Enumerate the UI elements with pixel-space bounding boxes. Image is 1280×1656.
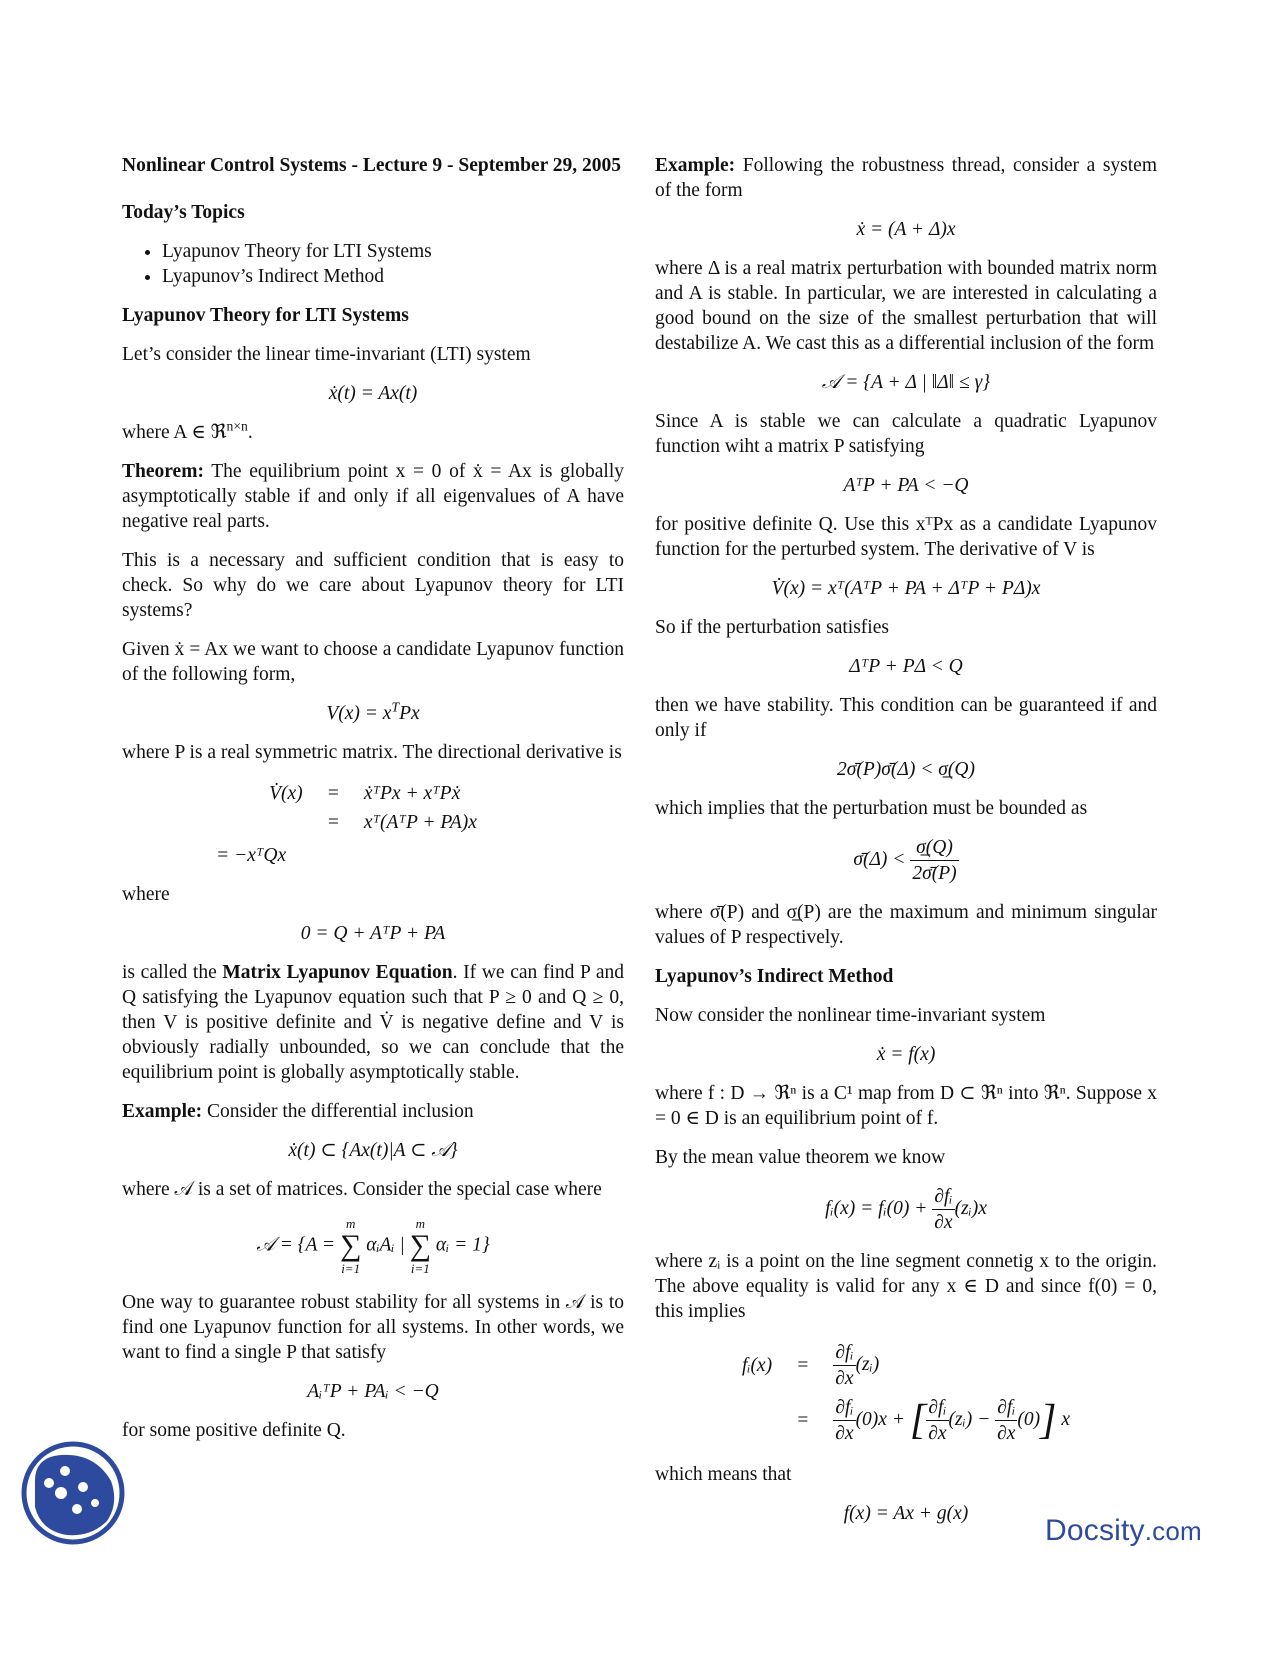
- summation: m ∑ i=1: [339, 1216, 362, 1276]
- equation: AᵢᵀP + PAᵢ < −Q: [307, 1381, 439, 1402]
- equation-array-tail: = −xᵀQx: [216, 845, 287, 866]
- example: Example: Consider the differential inclusion: [122, 1101, 474, 1122]
- right-column: [655, 153, 1157, 1540]
- list-item: • Lyapunov’s Indirect Method: [162, 264, 624, 289]
- paragraph: Given ẋ = Ax we want to choose a candidate Lyapunov function of the following form,: [122, 639, 624, 685]
- paragraph: This is a necessary and sufficient condition that is easy to check. So why do we care about Lyapunov theory for LTI systems?: [122, 550, 624, 621]
- fraction: $\frac{\text{∂fᵢ}}{\partial x}$: [835, 1342, 854, 1389]
- example-label: Example:: [655, 155, 736, 176]
- equation: $V(x) = x^TPx$: [326, 699, 420, 724]
- theorem-label: Theorem:: [122, 461, 204, 482]
- paragraph: where P is a real symmetric matrix. The directional derivative is: [122, 742, 622, 763]
- paragraph: which implies that the perturbation must be bounded as: [655, 798, 1088, 819]
- paragraph: for some positive definite Q.: [122, 1420, 346, 1441]
- topics-heading: Today’s Topics: [122, 202, 245, 223]
- topics-list: [122, 239, 624, 289]
- docsity-logo-icon: [21, 1441, 125, 1545]
- equation: AᵀP + PA < −Q: [843, 475, 969, 496]
- section-heading-indirect: Lyapunov’s Indirect Method: [655, 966, 894, 987]
- equation: ẋ(t) ⊂ {Ax(t)|A ⊂ 𝒜}: [288, 1140, 458, 1161]
- equation: ẋ(t) = Ax(t): [328, 383, 418, 404]
- left-column: [122, 153, 624, 1457]
- equation: 𝒜 = {A + Δ | ‖Δ‖ ≤ γ}: [821, 372, 991, 393]
- theorem: Theorem: The equilibrium point x = 0 of ẋ = Ax is globally asymptotically stable if and only if all eigenvalues of A have negative real parts.: [122, 461, 624, 532]
- summation: m ∑ i=1: [409, 1216, 432, 1276]
- paragraph: where zᵢ is a point on the line segment connetig x to the origin. The above equality is valid for any x ∈ D and since f(0) = 0, this implies: [655, 1251, 1157, 1322]
- paragraph: which means that: [655, 1464, 792, 1485]
- equation: f(x) = Ax + g(x): [843, 1503, 969, 1524]
- paragraph: One way to guarantee robust stability for all systems in 𝒜 is to find one Lyapunov function for all systems. In other words, we want to find a single P that satisfy: [122, 1292, 624, 1363]
- equation-array: V̇(x) = ẋᵀPx + xᵀPẋ = xᵀ(AᵀP + PA)x: [269, 783, 477, 833]
- paragraph: where f : D → ℜⁿ is a C¹ map from D ⊂ ℜⁿ into ℜⁿ. Suppose x = 0 ∈ D is an equilibrium point of f.: [655, 1083, 1157, 1129]
- example: Example: Following the robustness thread, consider a system of the form: [655, 155, 1157, 201]
- fraction: $\frac{\text{∂fᵢ}}{\partial x}$: [835, 1397, 854, 1444]
- equation: V̇(x) = xᵀ(AᵀP + PA + ΔᵀP + PΔ)x: [771, 578, 1041, 599]
- paragraph: where: [122, 884, 170, 905]
- paragraph: Now consider the nonlinear time-invariant system: [655, 1005, 1046, 1026]
- equation-mean-value: fᵢ(x) = fᵢ(0) + $\frac{\text{∂fᵢ}}{\partial x}$ (zᵢ)x: [825, 1186, 987, 1233]
- fraction: $\frac{\text{∂fᵢ}}{\partial x}$: [997, 1397, 1016, 1444]
- equation: ẋ = (A + Δ)x: [856, 219, 956, 240]
- list-item: • Lyapunov Theory for LTI Systems: [162, 239, 624, 264]
- paragraph: Let’s consider the linear time-invariant (LTI) system: [122, 344, 531, 365]
- example-label: Example:: [122, 1101, 203, 1122]
- docsity-brand[interactable]: Docsity.com: [1045, 1514, 1202, 1547]
- fraction: $\frac{\text{∂fᵢ}}{\partial x}$: [928, 1397, 947, 1444]
- lecture-title: Nonlinear Control Systems - Lecture 9 - September 29, 2005: [122, 155, 622, 176]
- paragraph: where Δ is a real matrix perturbation with bounded matrix norm and A is stable. In particular, we are interested in calculating a good bound on the size of the smallest perturbation that will destabilize A. We cast this as a differential inclusion of the form: [655, 258, 1157, 354]
- equation: 2σ̄(P)σ̄(Δ) < σ̲(Q): [837, 759, 975, 780]
- equation: ΔᵀP + PΔ < Q: [849, 656, 963, 677]
- section-heading-lti: Lyapunov Theory for LTI Systems: [122, 305, 409, 326]
- paragraph: where σ̄(P) and σ̲(P) are the maximum and minimum singular values of P respectively.: [655, 902, 1157, 948]
- paragraph: So if the perturbation satisfies: [655, 617, 889, 638]
- paragraph: where 𝒜 is a set of matrices. Consider the special case where: [122, 1179, 602, 1200]
- paragraph: is called the Matrix Lyapunov Equation. If we can find P and Q satisfying the Lyapunov equation such that P ≥ 0 and Q ≥ 0, then V is positive definite and V̇ is negative define and V is obviously radially unbounded, so we can conclude that the equilibrium point is globally asymptotically stable.: [122, 962, 624, 1083]
- paragraph: then we have stability. This condition can be guaranteed if and only if: [655, 695, 1157, 741]
- fraction: $\frac{\text{∂fᵢ}}{\partial x}$: [934, 1186, 953, 1233]
- equation-fraction: σ̄(Δ) < $\frac{\sigma̲(Q)}{2\sigmā(P)}$: [853, 837, 957, 884]
- matrix-lyapunov-term: Matrix Lyapunov Equation: [222, 962, 453, 983]
- equation-array: fᵢ(x) = $\frac{\text{∂fᵢ}}{\partial x}$ (zᵢ) = $\frac{\text{∂fᵢ}}{\partial x}$ (0)x + [ $\frac{\text{∂fᵢ}}{\partial x}$ (zᵢ) − $\frac{\text{∂fᵢ}}{\partial x}$ (0)] x: [741, 1342, 1071, 1444]
- paragraph: for positive definite Q. Use this xᵀPx as a candidate Lyapunov function for the perturbed system. The derivative of V is: [655, 514, 1157, 560]
- equation: ẋ = f(x): [876, 1044, 936, 1065]
- paragraph: Since A is stable we can calculate a quadratic Lyapunov function wiht a matrix P satisfying: [655, 411, 1157, 457]
- equation-sum: 𝒜 = {A = m ∑ i=1 αᵢAᵢ | m ∑ i=1 αᵢ = 1}: [256, 1216, 490, 1276]
- fraction: $\frac{\sigma̲(Q)}{2\sigmā(P)}$: [912, 837, 957, 884]
- paragraph: By the mean value theorem we know: [655, 1147, 946, 1168]
- equation: 0 = Q + AᵀP + PA: [300, 923, 446, 944]
- paragraph: where A ∈ ℜ$^{n\times n}$.: [122, 418, 253, 443]
